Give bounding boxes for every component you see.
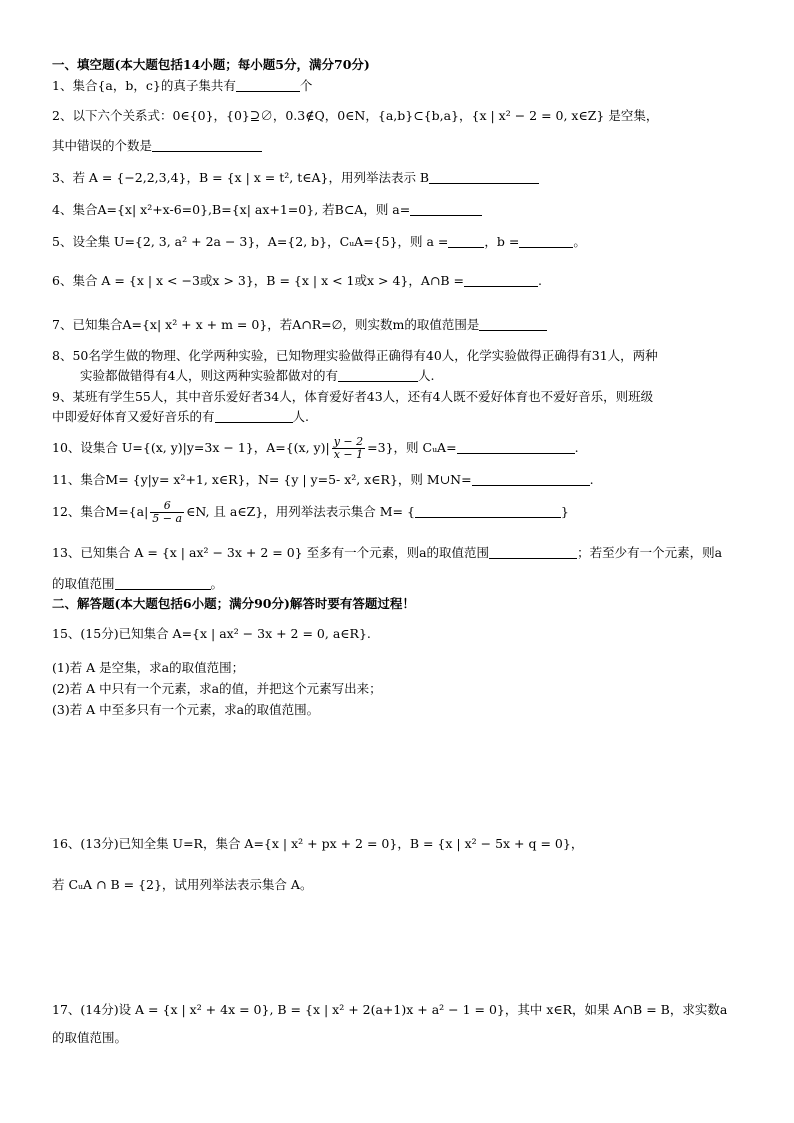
question-9-cont <box>52 409 309 425</box>
question-17-line2: 的取值范围。 <box>52 1030 128 1045</box>
question-2 <box>52 108 658 124</box>
question-10-part1: 10、设集合 U={(x, y)|y=3x − 1}，A={(x, y)| <box>52 440 330 455</box>
answer-blank-5a[interactable] <box>448 234 484 248</box>
answer-blank-13a[interactable] <box>489 545 577 559</box>
answer-blank-2[interactable] <box>152 138 262 152</box>
question-6-tail: . <box>538 273 542 288</box>
section1-title: 一、填空题(本大题包括14小题；每小题5分，满分70分) <box>52 57 370 72</box>
question-1-text: 1、集合{a，b，c}的真子集共有 <box>52 78 236 93</box>
fraction-numerator: 6 <box>150 500 184 513</box>
question-9-tail: 人. <box>292 409 309 424</box>
question-12 <box>52 500 569 525</box>
question-13-part2: ；若至少有一个元素，则a <box>577 545 723 560</box>
question-16-line2: 若 CᵤA ∩ B = {2}，试用列举法表示集合 A。 <box>52 877 313 892</box>
question-10 <box>52 436 579 461</box>
question-7 <box>52 317 547 333</box>
question-15-part1: (1)若 A 是空集，求a的取值范围； <box>52 660 245 675</box>
question-8-cont <box>52 368 434 384</box>
question-1-tail: 个 <box>299 78 313 93</box>
question-2-cont <box>52 138 262 154</box>
question-16-head: 16、(13分)已知全集 U=R，集合 A={x | x² + px + 2 = 0}，B = {x | x² − 5x + q = 0}， <box>52 836 584 851</box>
question-9 <box>52 389 653 405</box>
question-3 <box>52 170 539 186</box>
fraction-denominator: x − 1 <box>333 448 364 461</box>
answer-blank-7[interactable] <box>479 317 547 331</box>
question-5-tail: 。 <box>573 234 586 249</box>
answer-blank-5b[interactable] <box>519 234 573 248</box>
question-10-tail: . <box>574 440 579 455</box>
question-13 <box>52 545 722 561</box>
question-12-fraction <box>150 500 184 525</box>
question-10-fraction <box>332 436 365 461</box>
question-5-part1: 5、设全集 U={2, 3, a² + 2a − 3}，A={2, b}，CᵤA={5}，则 a = <box>52 234 449 249</box>
question-15 <box>52 626 371 642</box>
question-4 <box>52 202 482 218</box>
question-15-part3: (3)若 A 中至多只有一个元素，求a的取值范围。 <box>52 702 320 717</box>
question-8-tail: 人. <box>417 368 435 383</box>
question-8 <box>52 348 658 364</box>
answer-blank-8[interactable] <box>338 368 418 382</box>
question-13-line2: 的取值范围 <box>52 576 115 591</box>
question-4-text: 4、集合A={x| x²+x-6=0},B={x| ax+1=0}, 若B⊂A，则 a= <box>52 202 411 217</box>
question-13-tail: 。 <box>210 576 224 591</box>
answer-blank-9[interactable] <box>215 409 293 423</box>
answer-blank-13b[interactable] <box>115 576 211 590</box>
answer-blank-11[interactable] <box>472 472 590 486</box>
question-11 <box>52 472 594 488</box>
question-9-line1: 9、某班有学生55人，其中音乐爱好者34人，体育爱好者43人，还有4人既不爱好体育也不爱好音乐，则班级 <box>52 389 654 404</box>
question-3-text: 3、若 A = {−2,2,3,4}，B = {x | x = t², t∈A}，用列举法表示 B <box>52 170 430 185</box>
question-5-part2: ，b = <box>484 234 520 249</box>
answer-blank-6[interactable] <box>464 273 538 287</box>
question-17 <box>52 1002 727 1018</box>
question-6-text: 6、集合 A = {x | x < −3或x > 3}，B = {x | x < 1或x > 4}，A∩B = <box>52 273 465 288</box>
question-13-part1: 13、已知集合 A = {x | ax² − 3x + 2 = 0} 至多有一个元素，则a的取值范围 <box>52 545 490 560</box>
question-12-part1: 12、集合M={a| <box>52 504 149 519</box>
question-11-text: 11、集合M= {y|y= x²+1, x∈R}，N= {y | y=5- x², x∈R}，则 M∪N= <box>52 472 472 487</box>
question-15-part2: (2)若 A 中只有一个元素，求a的值，并把这个元素写出来； <box>52 681 382 696</box>
question-2-line2: 其中错误的个数是 <box>52 138 153 153</box>
question-9-line2: 中即爱好体育又爱好音乐的有 <box>52 409 215 424</box>
answer-blank-10[interactable] <box>457 440 575 454</box>
answer-blank-12[interactable] <box>415 504 561 518</box>
question-12-part2: ∈N, 且 a∈Z}，用列举法表示集合 M= { <box>186 504 415 519</box>
answer-blank-4[interactable] <box>410 202 482 216</box>
question-7-text: 7、已知集合A={x| x² + x + m = 0}，若A∩R=∅，则实数m的取值范围是 <box>52 317 480 332</box>
question-16 <box>52 836 583 852</box>
question-17-head: 17、(14分)设 A = {x | x² + 4x = 0}, B = {x | x² + 2(a+1)x + a² − 1 = 0}，其中 x∈R，如果 A∩B = B，求实数a <box>52 1002 728 1017</box>
question-12-tail: } <box>560 504 569 519</box>
section2-title: 二、解答题(本大题包括6小题；满分90分)解答时要有答题过程！ <box>52 596 415 611</box>
answer-blank-1[interactable] <box>236 78 300 92</box>
question-15-head: 15、(15分)已知集合 A={x | ax² − 3x + 2 = 0, a∈R}. <box>52 626 371 641</box>
question-2-text: 2、以下六个关系式：0∈{0}，{0}⊇∅，0.3∉Q，0∈N，{a,b}⊂{b,a}，{x | x² − 2 = 0, x∈Z} 是空集， <box>52 108 659 123</box>
fraction-denominator: 5 − a <box>152 512 183 525</box>
question-6 <box>52 273 542 289</box>
fraction-numerator: y − 2 <box>333 435 364 448</box>
question-8-line1: 8、50名学生做的物理、化学两种实验，已知物理实验做得正确得有40人，化学实验做得正确得有31人，两种 <box>52 348 658 363</box>
question-8-line2: 实验都做错得有4人，则这两种实验都做对的有 <box>80 368 338 383</box>
question-1 <box>52 78 312 94</box>
question-10-part2: =3}，则 CᵤA= <box>367 440 457 455</box>
question-5 <box>52 234 586 250</box>
answer-blank-3[interactable] <box>429 170 539 184</box>
question-11-tail: . <box>589 472 594 487</box>
question-13-cont <box>52 576 223 592</box>
